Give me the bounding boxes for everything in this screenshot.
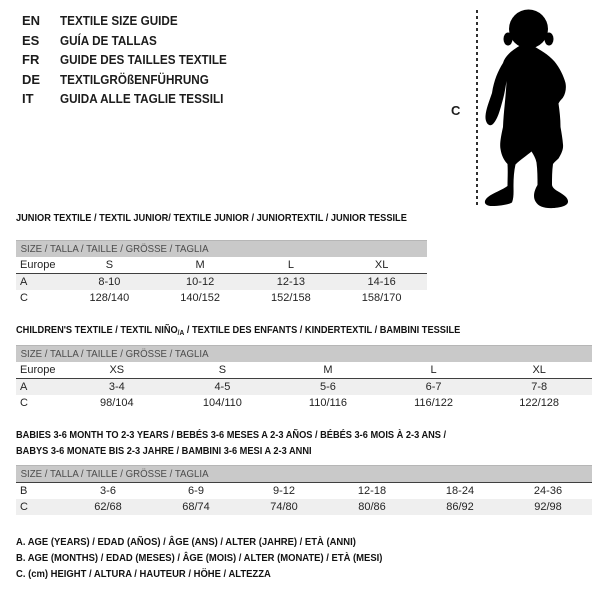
size-header-bar xyxy=(16,345,592,362)
table-row xyxy=(16,499,592,515)
value-cell: 4-5 xyxy=(214,381,231,393)
table-row xyxy=(16,483,592,499)
value-cell: 122/128 xyxy=(519,397,560,409)
value-cell: 14-16 xyxy=(367,276,396,288)
row-measure-label: A xyxy=(20,276,28,288)
value-cell: 158/170 xyxy=(361,292,402,304)
value-cell: 3-6 xyxy=(100,485,116,497)
value-cell: 62/68 xyxy=(94,501,122,513)
value-cell: 152/158 xyxy=(270,292,311,304)
size-header-bar xyxy=(16,465,592,482)
value-cell: 128/140 xyxy=(89,292,130,304)
language-code: EN xyxy=(22,13,41,29)
row-measure-label: C xyxy=(20,292,28,304)
region-size-row xyxy=(16,362,592,378)
value-cell: 5-6 xyxy=(320,381,336,393)
language-code: ES xyxy=(22,32,40,48)
language-row xyxy=(22,50,245,70)
size-label-cell: L xyxy=(430,364,437,376)
value-cell: 9-12 xyxy=(272,485,296,497)
babies-title-line2: BABYS 3-6 MONATE BIS 2-3 JAHRE / BAMBINI 3-6 MESI A 2-3 ANNI xyxy=(16,444,312,457)
measurement-legend xyxy=(16,534,423,582)
language-row xyxy=(22,89,245,109)
value-cell: 74/80 xyxy=(270,501,298,513)
table-row xyxy=(16,274,427,290)
table-row xyxy=(16,290,427,306)
table-row xyxy=(16,395,592,411)
size-label-cell: XL xyxy=(374,259,389,271)
children-title-pre: CHILDREN'S TEXTILE / TEXTIL NIÑO xyxy=(16,324,178,336)
value-cell: 68/74 xyxy=(182,501,210,513)
size-label-cell: M xyxy=(323,364,333,376)
value-cell: 18-24 xyxy=(445,485,475,497)
value-cell: 80/86 xyxy=(358,501,386,513)
language-row xyxy=(22,11,245,31)
value-cell: 7-8 xyxy=(531,381,548,393)
language-title-list xyxy=(22,11,245,109)
size-label-cell: L xyxy=(287,259,294,271)
legend-line-b: B. AGE (MONTHS) / EDAD (MESES) / ÂGE (MOIS) / ALTER (MONATE) / ETÀ (MESI) xyxy=(16,552,383,564)
value-cell: 24-36 xyxy=(533,485,563,497)
size-label-cell: M xyxy=(195,259,205,271)
baby-silhouette-image xyxy=(475,0,600,220)
language-guide-title: TEXTILE SIZE GUIDE xyxy=(60,13,178,29)
babies-section-title xyxy=(16,428,446,459)
language-code: IT xyxy=(22,91,34,107)
size-label-cell: S xyxy=(218,364,227,376)
row-measure-label: C xyxy=(20,397,28,409)
language-guide-title: GUÍA DE TALLAS xyxy=(60,32,157,48)
language-row xyxy=(22,70,245,90)
value-cell: 104/110 xyxy=(202,397,242,409)
value-cell: 92/98 xyxy=(534,501,562,513)
size-header-label: SIZE / TALLA / TAILLE / GRÖSSE / TAGLIA xyxy=(20,243,209,255)
value-cell: 10-12 xyxy=(186,276,215,288)
children-title-post: / TEXTILE DES ENFANTS / KINDERTEXTIL / BAMBINI TESSILE xyxy=(184,324,461,336)
value-cell: 110/116 xyxy=(308,397,348,409)
value-cell: 6-7 xyxy=(425,381,442,393)
language-guide-title: GUIDE DES TAILLES TEXTILE xyxy=(60,52,227,68)
value-cell: 86/92 xyxy=(446,501,474,513)
value-cell: 12-13 xyxy=(276,276,305,288)
value-cell: 140/152 xyxy=(180,292,220,304)
legend-line-a: A. AGE (YEARS) / EDAD (AÑOS) / ÂGE (ANS) / ALTER (JAHRE) / ETÀ (ANNI) xyxy=(16,536,356,548)
table-row xyxy=(16,379,592,395)
row-measure-label: C xyxy=(20,501,28,513)
value-cell: 116/122 xyxy=(414,397,454,409)
children-title-subscript: /A xyxy=(177,328,185,337)
legend-line-c: C. (cm) HEIGHT / ALTURA / HAUTEUR / HÖHE / ALTEZZA xyxy=(16,568,271,580)
size-label-cell: XS xyxy=(109,364,125,376)
region-label: Europe xyxy=(20,364,56,376)
size-header-bar xyxy=(16,240,427,257)
value-cell: 12-18 xyxy=(357,485,387,497)
value-cell: 6-9 xyxy=(188,485,204,497)
value-cell: 3-4 xyxy=(108,381,125,393)
size-label-cell: XL xyxy=(532,364,546,376)
size-header-label: SIZE / TALLA / TAILLE / GRÖSSE / TAGLIA xyxy=(20,468,209,480)
value-cell: 8-10 xyxy=(98,276,121,288)
row-measure-label: A xyxy=(20,381,28,393)
babies-size-table xyxy=(16,465,592,515)
height-measure-label: C xyxy=(451,103,461,118)
children-size-table xyxy=(16,345,592,411)
language-guide-title: TEXTILGRÖßENFÜHRUNG xyxy=(60,71,209,87)
junior-section-title: JUNIOR TEXTILE / TEXTIL JUNIOR/ TEXTILE JUNIOR / JUNIORTEXTIL / JUNIOR TESSILE xyxy=(16,212,407,224)
babies-title-line1: BABIES 3-6 MONTH TO 2-3 YEARS / BEBÉS 3-6 MESES A 2-3 AÑOS / BÉBÉS 3-6 MOIS À 2-3 ANS / xyxy=(16,429,447,441)
children-section-title xyxy=(16,323,460,339)
language-row xyxy=(22,31,245,51)
language-code: FR xyxy=(22,52,40,68)
row-measure-label: B xyxy=(20,485,28,497)
language-code: DE xyxy=(22,71,41,87)
region-size-row xyxy=(16,257,427,273)
size-label-cell: S xyxy=(105,259,114,271)
language-guide-title: GUIDA ALLE TAGLIE TESSILI xyxy=(60,91,224,107)
value-cell: 98/104 xyxy=(99,397,134,409)
size-header-label: SIZE / TALLA / TAILLE / GRÖSSE / TAGLIA xyxy=(20,348,209,360)
junior-size-table xyxy=(16,240,427,306)
region-label: Europe xyxy=(20,259,56,271)
